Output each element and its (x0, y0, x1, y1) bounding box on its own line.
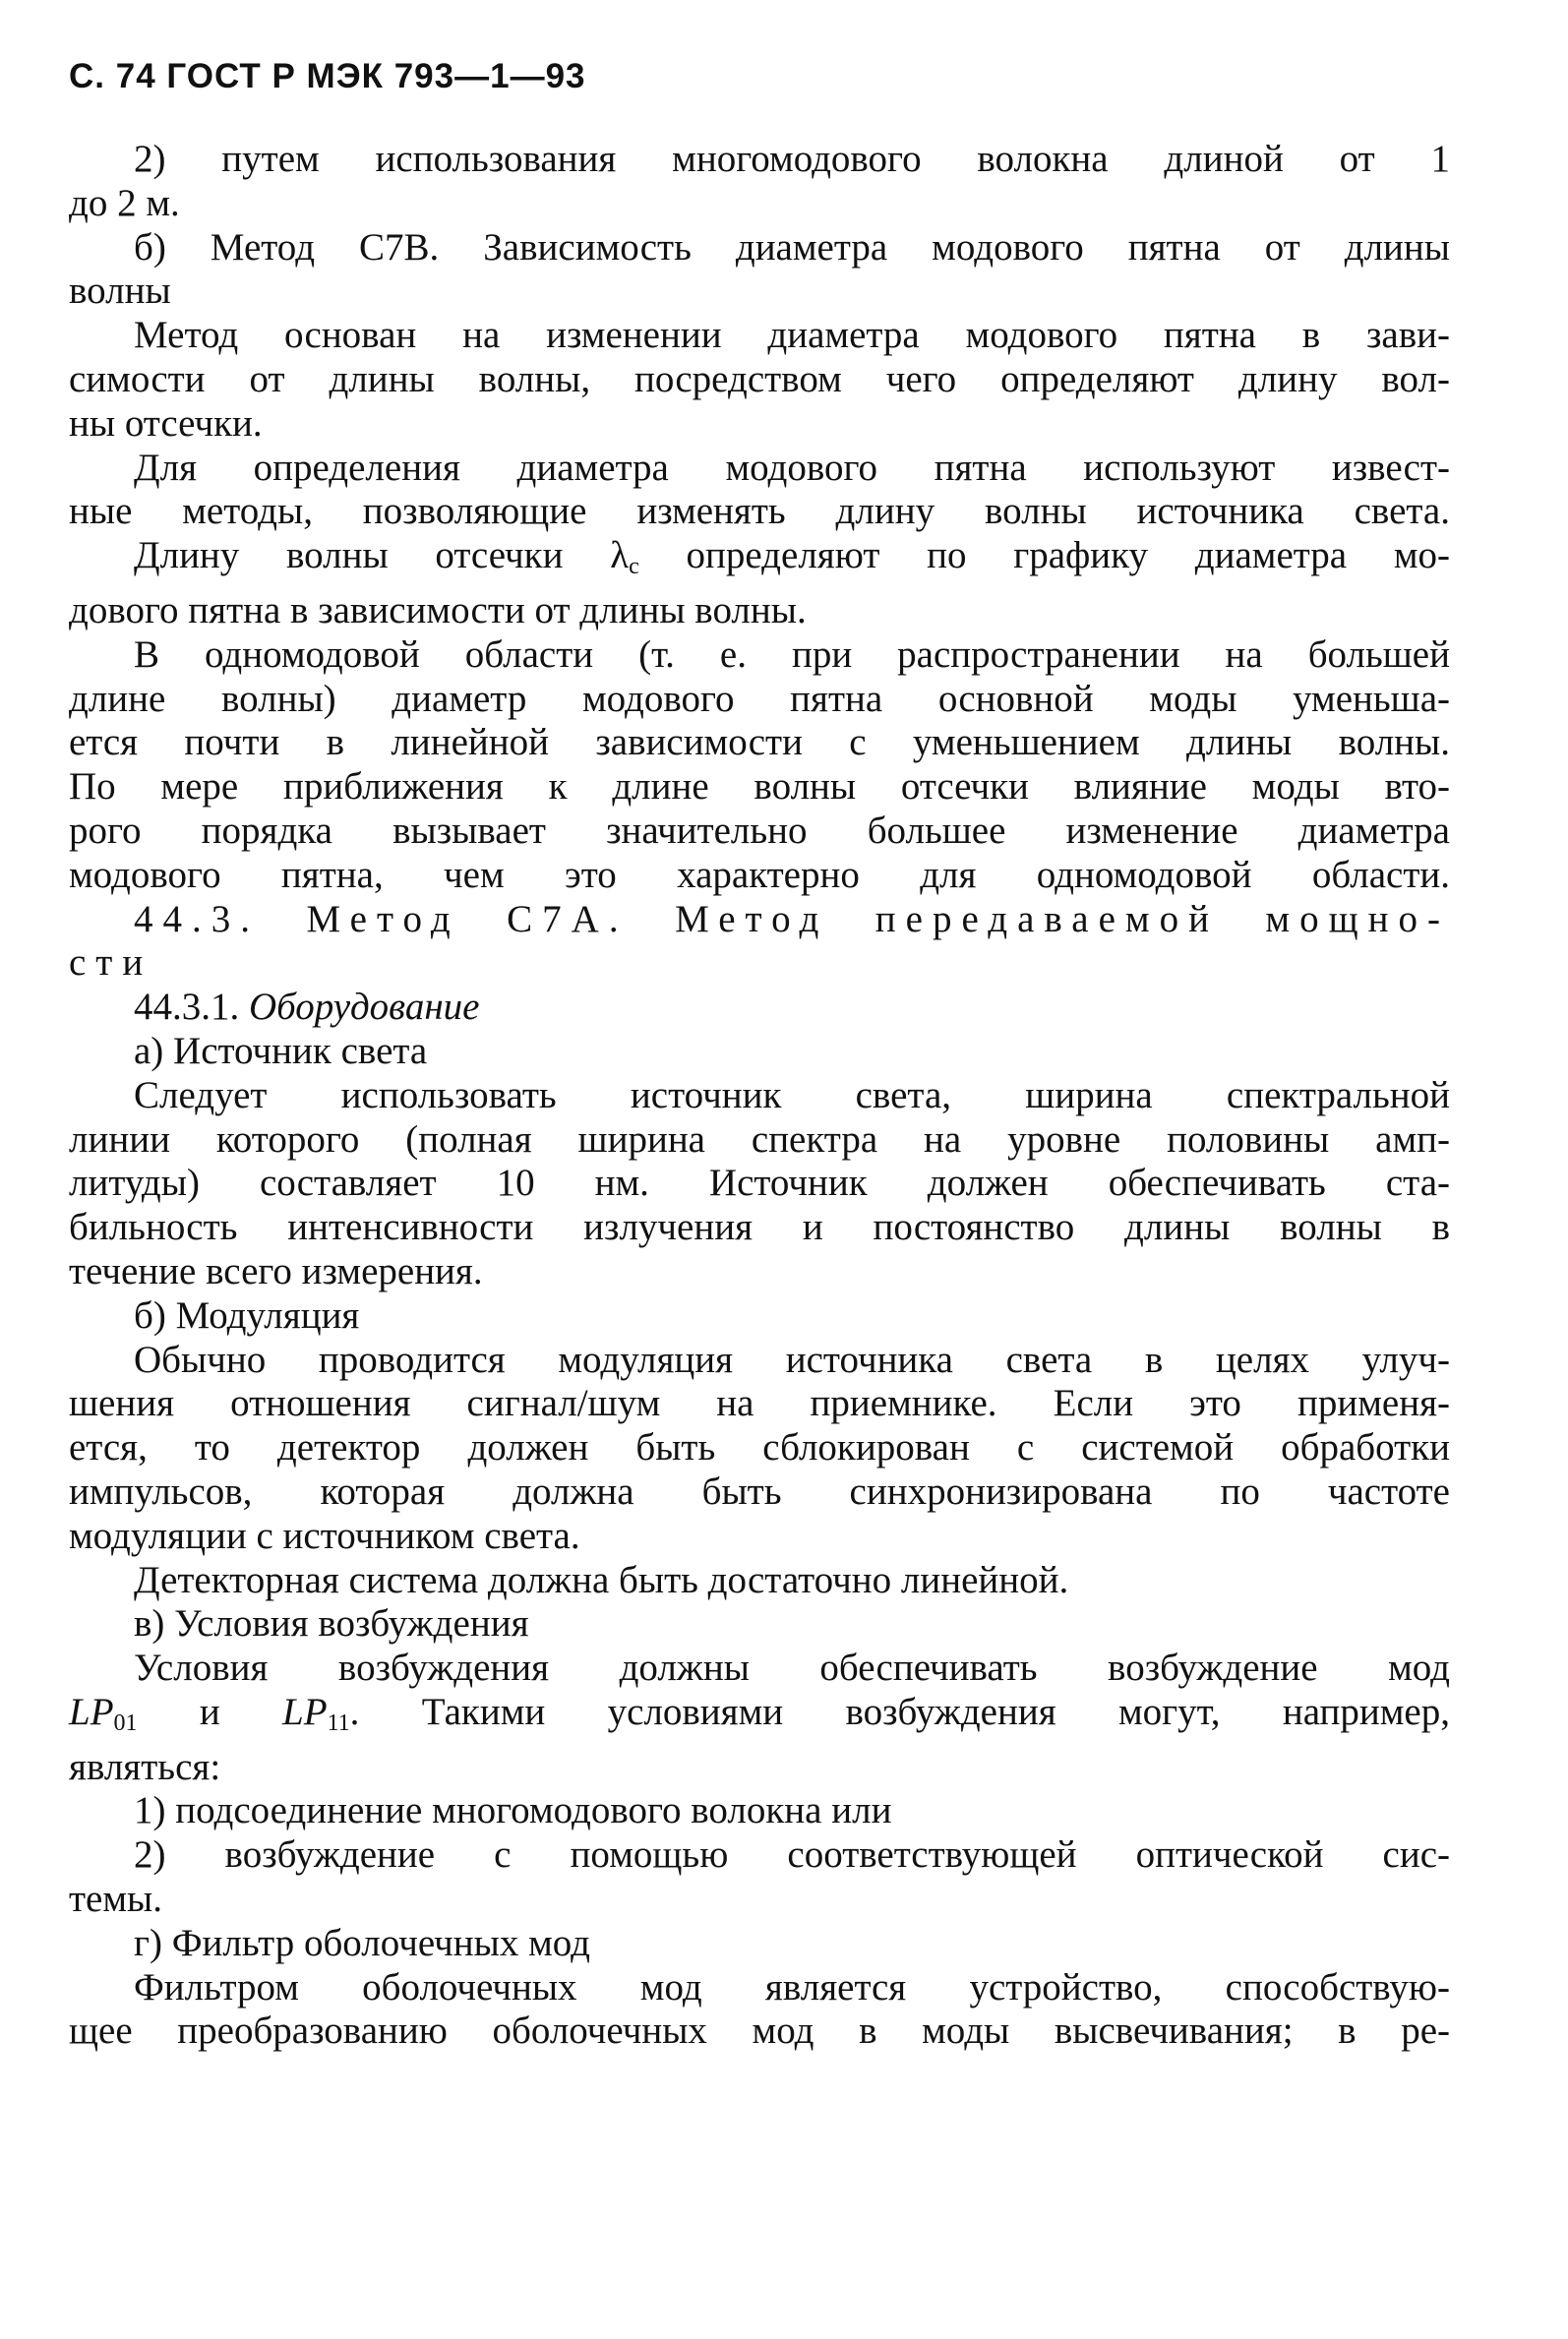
item-heading: в) Условия возбуждения (134, 1602, 529, 1646)
paragraph (69, 1789, 1450, 1833)
document-page (69, 55, 1450, 2054)
text-fragment: и (137, 1690, 283, 1733)
paragraph (69, 1074, 1450, 1118)
text-line: Условия возбуждения должны обеспечивать возбуждение мод (134, 1647, 1450, 1690)
paragraph (69, 633, 1450, 678)
paragraph (69, 447, 1450, 491)
paragraph (69, 1602, 1450, 1647)
text-line: течение всего измерения. (69, 1249, 483, 1292)
text-line: 2) возбуждение с помощью соответствующей оптической сис- (134, 1833, 1450, 1877)
subsection-heading (69, 986, 1450, 1030)
text-line: до 2 м. (69, 181, 180, 224)
text-line: литуды) составляет 10 нм. Источник должен обеспечивать ста- (69, 1162, 1450, 1205)
text-fragment: Длину волны отсечки (134, 534, 611, 577)
text-line: По мере приближения к длине волны отсечки влияние моды вто- (69, 765, 1450, 809)
text-line: ется почти в линейной зависимости с уменьшением длины волны. (69, 721, 1450, 764)
text-line: симости от длины волны, посредством чего определяют длину вол- (69, 357, 1450, 400)
text-fragment: . Такими условиями возбуждения могут, например, (349, 1690, 1450, 1733)
text-line: ны отсечки. (69, 401, 263, 445)
text-line: Фильтром оболочечных мод является устройство, способствую- (134, 1965, 1450, 2009)
text-line: Детекторная система должна быть достаточно линейной. (134, 1558, 1069, 1601)
paragraph (69, 1647, 1450, 1691)
paragraph (69, 1294, 1450, 1339)
text-line: темы. (69, 1878, 162, 1921)
paragraph (69, 1922, 1450, 1966)
paragraph (69, 1559, 1450, 1603)
item-heading: б) Модуляция (134, 1293, 360, 1337)
text-line: являться: (69, 1745, 221, 1788)
text-line: модового пятна, чем это характерно для одномодовой области. (69, 853, 1450, 896)
paragraph (69, 1833, 1450, 1878)
item-heading: а) Источник света (134, 1029, 428, 1072)
text-line: 2) путем использования многомодового волокна длиной от 1 (134, 138, 1450, 180)
text-line (69, 1691, 1450, 1746)
text-line: шения отношения сигнал/шум на приемнике. Если это применя- (69, 1382, 1450, 1425)
mode-symbol: LP (282, 1690, 328, 1733)
text-line: Метод основан на изменении диаметра модового пятна в зави- (134, 314, 1450, 357)
item-heading: г) Фильтр оболочечных мод (134, 1921, 591, 1964)
text-fragment: определяют по графику диаметра мо- (638, 534, 1450, 577)
section-title-line: 44.3. Метод С7А. Метод передаваемой мощно- (134, 897, 1450, 940)
paragraph (69, 314, 1450, 358)
text-line: В одномодовой области (т. е. при распространении на большей (134, 632, 1450, 676)
mode-symbol: LP (69, 1690, 114, 1733)
subsection-number: 44.3.1. (134, 986, 249, 1029)
paragraph (69, 1339, 1450, 1383)
paragraph (69, 1966, 1450, 2010)
text-line: б) Метод С7В. Зависимость диаметра модового пятна от длины (134, 225, 1450, 269)
paragraph (69, 534, 1450, 589)
text-line (69, 534, 1450, 589)
section-heading (69, 898, 1450, 942)
text-line: рого порядка вызывает значительно большее изменение диаметра (69, 809, 1450, 852)
paragraph (69, 138, 1450, 182)
paragraph (69, 226, 1450, 270)
text-line: ные методы, позволяющие изменять длину волны источника света. (69, 490, 1450, 533)
page-header: С. 74 ГОСТ Р МЭК 793—1—93 (69, 57, 586, 95)
section-title-line: сти (69, 941, 153, 985)
text-line: щее преобразованию оболочечных мод в моды высвечивания; в ре- (69, 2009, 1450, 2053)
paragraph (69, 1030, 1450, 1074)
text-line: ется, то детектор должен быть сблокирован с системой обработки (69, 1426, 1450, 1469)
text-line: длине волны) диаметр модового пятна основной моды уменьша- (69, 677, 1450, 720)
text-line: Обычно проводится модуляция источника света в целях улуч- (134, 1338, 1450, 1381)
mode-subscript: 01 (113, 1709, 138, 1736)
text-line: дового пятна в зависимости от длины волны. (69, 588, 807, 631)
text-line: бильность интенсивности излучения и постоянство длины волны в (69, 1206, 1450, 1249)
text-line: импульсов, которая должна быть синхронизирована по частоте (69, 1469, 1450, 1513)
text-line: линии которого (полная ширина спектра на уровне половины амп- (69, 1117, 1450, 1161)
text-line: модуляции с источником света. (69, 1514, 580, 1557)
text-line: 1) подсоединение многомодового волокна или (134, 1789, 892, 1832)
lambda-subscript: c (629, 554, 639, 580)
text-line: Следует использовать источник света, ширина спектральной (134, 1073, 1450, 1116)
mode-subscript: 11 (327, 1709, 350, 1736)
text-line: волны (69, 270, 171, 313)
text-line: Для определения диаметра модового пятна используют извест- (134, 446, 1450, 489)
subsection-title: Оборудование (249, 986, 480, 1029)
lambda-symbol: λ (610, 534, 630, 577)
